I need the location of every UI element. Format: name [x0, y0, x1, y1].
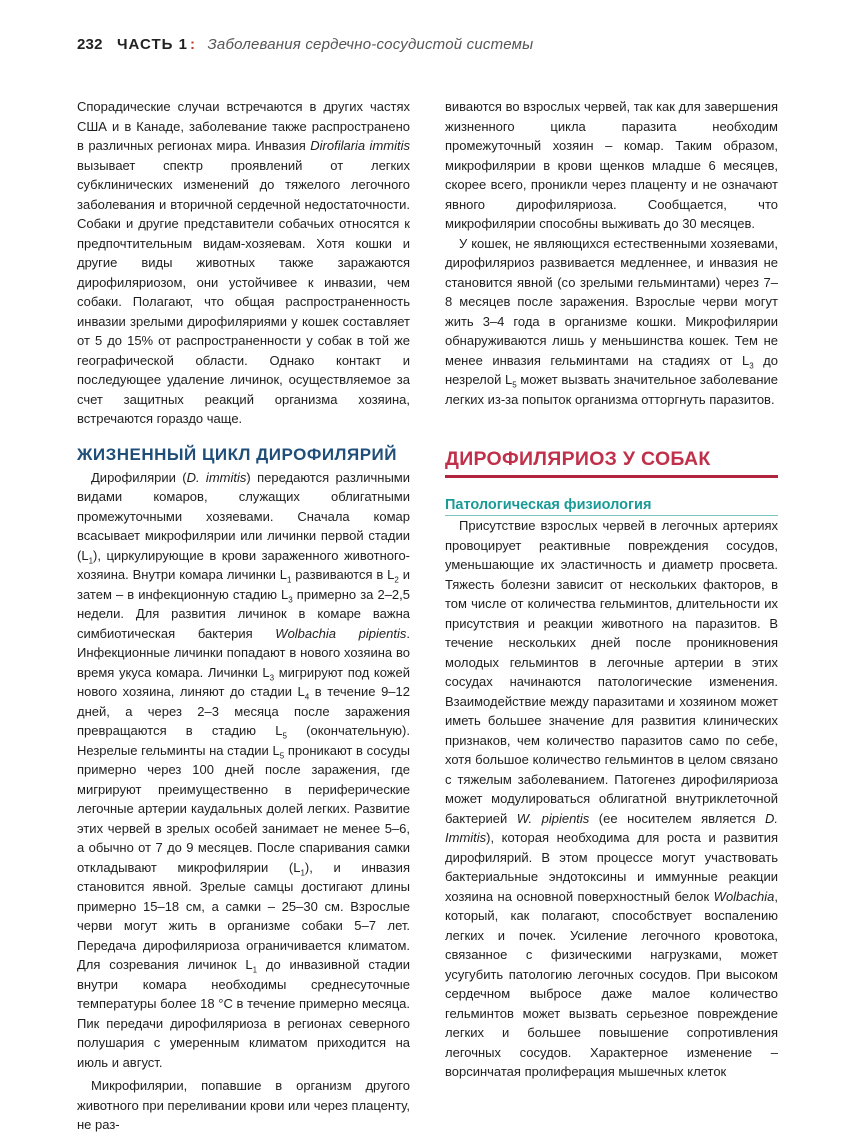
- continued-paragraph: виваются во взрослых червей, так как для завершения жизненного цикла паразита необходим промежуточный хозяин – комар. Таким образом, микрофилярии в крови щенков младше 6 месяцев, скорее всего, проникли через плаценту и не означают явного дирофиляриоза. Сообщается, что микрофилярии способны выживать до 30 месяцев.: [445, 99, 778, 231]
- part-label: ЧАСТЬ 1: [117, 36, 188, 53]
- intro-paragraph: Спорадические случаи встречаются в других частях США и в Канаде, заболевание также распространено в различных регионах мира. Инвазия Dirofilaria immitis вызывает спектр проявлений от легких субклинических изменений до тяжелого легочного заболевания и вторичной сердечной недостаточности. Собаки и другие представители собачьих относятся к предпочтительным видам-хозяевам. Хотя кошки и другие виды животных также заражаются дирофиляриозом, они устойчивее к инвазии, чем собаки. Полагают, что общая распространенность инвазии зрелыми дирофиляриями у кошек составляет от 5 до 15% от распространенности у собак в той же географической области. Однако контакт и последующее удаление личинок, осуществляемое за счет защитных реакций организма хозяина, встречаются гораздо чаще.: [77, 99, 410, 426]
- cats-paragraph: У кошек, не являющихся естественными хозяевами, дирофиляриоз развивается медленнее, и инвазия не становится явной (со зрелыми гельминтами) через 7–8 месяцев после заражения. Взрослые черви могут жить 3–4 года в организме кошки. Микрофилярии обнаруживаются лишь у меньшинства кошек. Тем не менее инвазия гельминтами на стадиях от $L_3$ до незрелой $L_5$ может вызвать значительное заболевание легких из-за попыток организма отторгнуть паразитов.: [445, 235, 778, 407]
- right-column: [445, 97, 778, 1082]
- pathophysiology-paragraph: Присутствие взрослых червей в легочных артериях провоцирует реактивные повреждения сосудов, уменьшающие их эластичность и диаметр просвета. Тяжесть болезни зависит от нескольких факторов, в том числе от количества гельминтов, длительности их присутствия и реакции животного на паразитов. В течение нескольких дней после проникновения молодых гельминтов в легочные артерии в этих сосудах начинаются патологические изменения. Взаимодействие между паразитами и хозяином может иметь большее значение для развития клинических признаков, чем количество паразитов само по себе, хотя большое количество гельминтов в целом связано с тяжелым заболеванием. Патогенез дирофиляриоза может модулироваться облигатной внутриклеточной бактерией W. pipientis (ее носителем является D. Immitis), которая необходима для роста и развития дирофилярий. В этом процессе могут участвовать бактериальные эндотоксины и иммунные реакции хозяина на основной поверхностный белок Wolbachia, который, как полагают, способствует воспалению легких и почек. Усиление легочного кровотока, связанное с физическими нагрузками, может усугубить патологию легочных сосудов. При высоком сердечном выбросе даже малое количество гельминтов может вызвать серьезное повреждение легких и большее повышение сопротивления легочных сосудов. Характерное изменение – ворсинчатая пролиферация мышечных клеток: [445, 518, 778, 1079]
- lifecycle-heading: ЖИЗНЕННЫЙ ЦИКЛ ДИРОФИЛЯРИЙ: [77, 444, 397, 464]
- lifecycle-paragraph: Дирофилярии (D. immitis) передаются различными видами комаров, служащих облигатными промежуточными хозяевами. Сначала комар всасывает микрофилярии или личинки первой стадии $(L_1)$, циркулирующие в крови зараженного животного-хозяина. Внутри комара личинки $L_1$ развиваются в $L_2$ и затем – в инфекционную стадию $L_3$ примерно за 2–2,5 недели. Для развития личинок в комаре важна симбиотическая бактерия Wolbachia pipientis. Инфекционные личинки попадают в нового хозяина во время укуса комара. Личинки $L_3$ мигрируют под кожей нового хозяина, линяют до стадии $L_4$ в течение 9–12 дней, а через 2–3 месяца после заражения превращаются в стадию $L_5$ (окончательную). Незрелые гельминты на стадии $L_5$ проникают в сосуды примерно через 100 дней после заражения, где мигрируют преимущественно в периферические легочные артерии каудальных долей легких. Развитие этих червей в зрелых особей занимает не менее 5–6, а обычно от 7 до 9 месяцев. После спаривания самки откладывают микрофилярии $(L_1)$, и инвазия становится явной. Зрелые самцы достигают длины примерно 15–18 см, а самки – 25–30 см. Взрослые черви могут жить в организме собаки 5–7 лет. Передача дирофиляриоза ограничивается климатом. Для созревания личинок $L_1$ до инвазивной стадии внутри комара необходимы среднесуточные температуры более 18 °C в течение примерно месяца. Пик передачи дирофиляриоза в регионах северного полушария с умеренным климатом приходится на июль и август.: [77, 469, 411, 1070]
- header-separator: :: [189, 36, 196, 53]
- running-head: [77, 36, 799, 53]
- left-column: [77, 97, 410, 1135]
- pathophysiology-subheading: Патологическая физиология: [445, 496, 778, 516]
- dogs-section-heading: ДИРОФИЛЯРИОЗ У СОБАК: [445, 447, 778, 478]
- microfilariae-paragraph: Микрофилярии, попавшие в организм другого животного при переливании крови или через плаценту, не раз-: [77, 1078, 410, 1132]
- page-number: 232: [77, 36, 103, 53]
- chapter-title: Заболевания сердечно-сосудистой системы: [207, 36, 534, 53]
